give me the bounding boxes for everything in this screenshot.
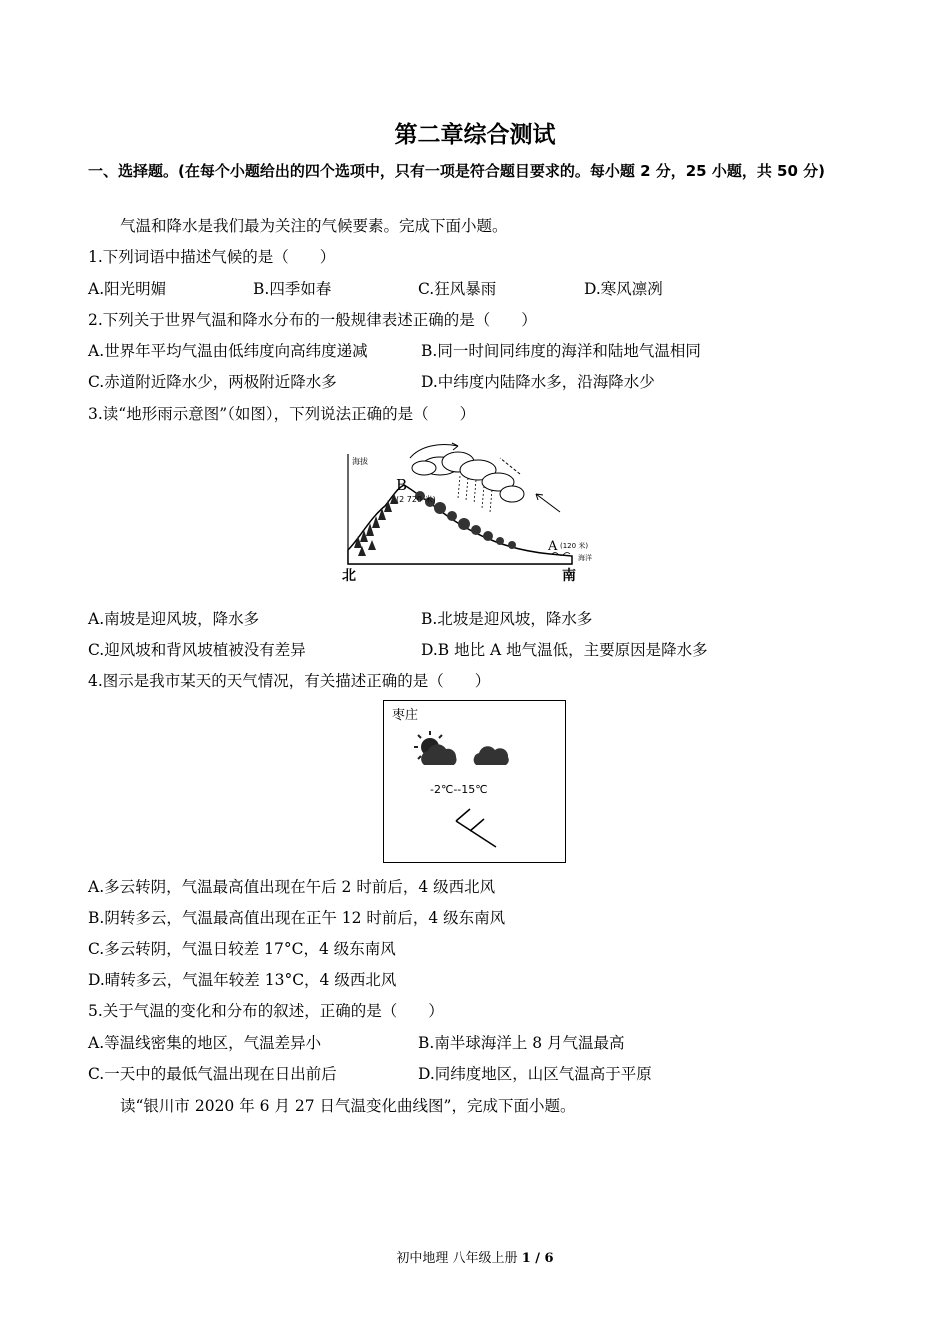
question-1-stem: 1.下列词语中描述气候的是（ ）	[88, 248, 336, 266]
weather-city-label: 枣庄	[392, 708, 419, 723]
diagram-point-b-label: B	[396, 476, 408, 494]
question-2-option-b: B.同一时间同纬度的海洋和陆地气温相同	[421, 342, 701, 360]
sun-cloud-icon	[414, 731, 457, 765]
question-1-option-d: D.寒风凛冽	[584, 280, 663, 298]
orographic-rain-diagram	[340, 438, 610, 583]
diagram-altitude-label: 海拔	[352, 457, 368, 466]
question-4-option-d: D.晴转多云，气温年较差 13°C，4 级西北风	[88, 971, 397, 989]
diagram-point-a-label: A	[548, 539, 558, 554]
wind-barb-icon	[456, 809, 496, 847]
intro-text-2: 读“银川市 2020 年 6 月 27 日气温变化曲线图”，完成下面小题。	[120, 1097, 576, 1115]
question-4-option-c: C.多云转阴，气温日较差 17°C，4 级东南风	[88, 940, 396, 958]
diagram-south-label: 南	[562, 568, 576, 583]
question-1-option-a: A.阳光明媚	[88, 280, 167, 298]
question-5-option-a: A.等温线密集的地区，气温差异小	[88, 1034, 322, 1052]
question-4-option-a: A.多云转阴，气温最高值出现在午后 2 时前后，4 级西北风	[88, 878, 496, 896]
question-4-stem: 4.图示是我市某天的天气情况，有关描述正确的是（ ）	[88, 672, 491, 690]
intro-text-1: 气温和降水是我们最为关注的气候要素。完成下面小题。	[120, 217, 508, 235]
orographic-rain-figure	[340, 438, 610, 583]
diagram-point-b-altitude: (2 720 米)	[396, 495, 436, 504]
question-3-option-b: B.北坡是迎风坡，降水多	[421, 610, 593, 628]
question-5-option-b: B.南半球海洋上 8 月气温最高	[418, 1034, 625, 1052]
page-number: 1 / 6	[521, 1251, 554, 1266]
question-2-stem: 2.下列关于世界气温和降水分布的一般规律表述正确的是（ ）	[88, 311, 537, 329]
question-5-stem: 5.关于气温的变化和分布的叙述，正确的是（ ）	[88, 1002, 444, 1020]
weather-figure	[384, 701, 565, 862]
diagram-sea-label: 海洋	[578, 554, 592, 562]
question-1-option-c: C.狂风暴雨	[418, 280, 497, 298]
question-2-option-c: C.赤道附近降水少，两极附近降水多	[88, 373, 337, 391]
question-2-option-a: A.世界年平均气温由低纬度向高纬度递减	[88, 342, 368, 360]
question-5-option-c: C.一天中的最低气温出现在日出前后	[88, 1065, 337, 1083]
page-footer	[0, 1247, 950, 1266]
question-4-option-b: B.阴转多云，气温最高值出现在正午 12 时前后，4 级东南风	[88, 909, 506, 927]
question-5-option-d: D.同纬度地区，山区气温高于平原	[418, 1065, 652, 1083]
question-2-option-d: D.中纬度内陆降水多，沿海降水少	[421, 373, 655, 391]
weather-card	[383, 700, 566, 863]
question-3-option-a: A.南坡是迎风坡，降水多	[88, 610, 260, 628]
diagram-point-a-altitude: (120 米)	[560, 542, 589, 550]
question-1-option-b: B.四季如春	[253, 280, 332, 298]
diagram-north-label: 北	[342, 568, 356, 583]
footer-text: 初中地理 八年级上册	[396, 1251, 522, 1266]
section-heading: 一、选择题。(在每个小题给出的四个选项中，只有一项是符合题目要求的。每小题 2 分，25 小题，共 50 分)	[88, 162, 826, 180]
question-3-stem: 3.读“地形雨示意图”（如图），下列说法正确的是（ ）	[88, 405, 476, 423]
cloud-icon	[474, 746, 509, 765]
question-3-option-c: C.迎风坡和背风坡植被没有差异	[88, 641, 306, 659]
page-title: 第二章综合测试	[394, 122, 556, 148]
question-3-option-d: D.B 地比 A 地气温低，主要原因是降水多	[421, 641, 708, 659]
weather-temperature: -2℃--15℃	[430, 783, 488, 796]
